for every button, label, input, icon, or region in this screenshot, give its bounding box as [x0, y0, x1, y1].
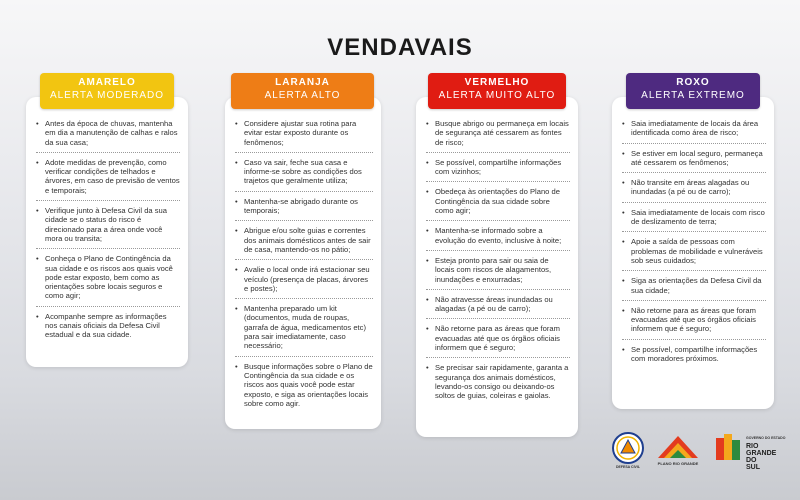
list-item: • Caso va sair, feche sua casa e informe-se sobre as condições dos trajetos que geralmente utiliza;	[235, 158, 373, 192]
plano-waves-icon	[656, 432, 700, 460]
list-item: • Conheça o Plano de Contingência da sua cidade e os riscos aos quais você pode estar exposto, bem como as orientações sobre locais seguros e como agir;	[36, 254, 180, 306]
list-item: • Mantenha-se informado sobre a evolução do evento, inclusive à noite;	[426, 226, 570, 251]
card-laranja	[225, 97, 381, 429]
list-item: • Se possível, compartilhe informações com moradores próximos.	[622, 344, 758, 364]
list-item: • Adote medidas de prevenção, como verificar condições de telhados e árvores, em caso de previsão de ventos e temporais;	[36, 158, 180, 201]
list-item: • Considere ajustar sua rotina para evitar estar exposto durante os fenômenos;	[235, 119, 373, 153]
list-item: • Se estiver em local seguro, permaneça até cessarem os fenômenos;	[622, 149, 766, 174]
card-roxo	[612, 97, 774, 409]
list-item: • Não retorne para as áreas que foram evacuadas até que os órgãos oficiais informem que é seguro;	[622, 306, 766, 340]
guidance-list-laranja	[235, 119, 373, 408]
list-item: • Não retorne para as áreas que foram evacuadas até que os órgãos oficiais informem que é seguro;	[426, 324, 570, 358]
list-item: • Não transite em áreas alagadas ou inundadas (a pé ou de carro);	[622, 178, 766, 203]
list-item: • Saia imediatamente de locais da área identificada como área de risco;	[622, 119, 766, 144]
guidance-list-vermelho	[426, 119, 570, 401]
badge-roxo: ROXO ALERTA EXTREMO	[626, 73, 760, 109]
list-item: • Não atravesse áreas inundadas ou alagadas (a pé ou de carro);	[426, 295, 570, 320]
logos-footer	[610, 430, 790, 470]
list-item: • Siga as orientações da Defesa Civil da sua cidade;	[622, 276, 766, 301]
list-item: • Busque informações sobre o Plano de Contingência da sua cidade e os riscos aos quais você pode estar exposto, e siga as orientações locais sobre como agir.	[235, 361, 373, 408]
badge-amarelo: AMARELO ALERTA MODERADO	[40, 73, 174, 109]
card-amarelo	[26, 97, 188, 367]
list-item: • Mantenha-se abrigado durante os temporais;	[235, 197, 373, 222]
governo-mark-icon	[714, 432, 742, 462]
list-item: • Avalie o local onde irá estacionar seu veículo (presença de placas, árvores e postes);	[235, 265, 373, 299]
list-item: • Acompanhe sempre as informações nos canais oficiais da Defesa Civil estadual e da sua cidade.	[36, 311, 167, 340]
plano-rio-grande-logo: PLANO RIO GRANDE	[656, 432, 700, 468]
list-item: • Se possível, compartilhe informações com vizinhos;	[426, 158, 570, 183]
guidance-list-amarelo	[36, 119, 180, 340]
badge-laranja: LARANJA ALERTA ALTO	[231, 73, 374, 109]
list-item: • Busque abrigo ou permaneça em locais de segurança até cessarem as fontes de risco;	[426, 119, 570, 153]
list-item: • Apoie a saída de pessoas com problemas de mobilidade e vulneráveis sob seus cuidados;	[622, 237, 766, 271]
guidance-list-roxo	[622, 119, 766, 363]
list-item: • Esteja pronto para sair ou saia de locais com riscos de alagamentos, inundações e enxurradas;	[426, 256, 570, 290]
page-title: VENDAVAIS	[327, 34, 473, 61]
list-item: • Saia imediatamente de locais com risco de deslizamento de terra;	[622, 208, 766, 233]
list-item: • Obedeça às orientações do Plano de Contingência da sua cidade sobre como agir;	[426, 187, 570, 221]
list-item: • Antes da época de chuvas, mantenha em dia a manutenção de calhas e ralos da sua casa;	[36, 119, 180, 153]
list-item: • Abrigue e/ou solte guias e correntes dos animais domésticos antes de sair de casa, mantendo-os no pátio;	[235, 226, 373, 260]
governo-rs-logo: GOVERNO DO ESTADO RIO GRANDE DO SUL	[714, 432, 790, 468]
list-item: • Verifique junto à Defesa Civil da sua cidade se o status do risco é direcionado para a área onde você mora ou transita;	[36, 206, 180, 249]
card-vermelho	[416, 97, 578, 437]
list-item: • Mantenha preparado um kit (documentos, muda de roupas, garrafa de água, medicamentos etc) para sair imediatamente, caso necessário;	[235, 304, 373, 356]
defesa-civil-logo: DEFESA CIVIL	[612, 432, 644, 464]
badge-vermelho: VERMELHO ALERTA MUITO ALTO	[428, 73, 566, 109]
list-item: • Se precisar sair rapidamente, garanta a segurança dos animais domésticos, levando-os consigo ou deixando-os soltos de guias, coleiras e gaiolas.	[426, 363, 569, 401]
defesa-civil-seal-icon	[612, 432, 644, 464]
